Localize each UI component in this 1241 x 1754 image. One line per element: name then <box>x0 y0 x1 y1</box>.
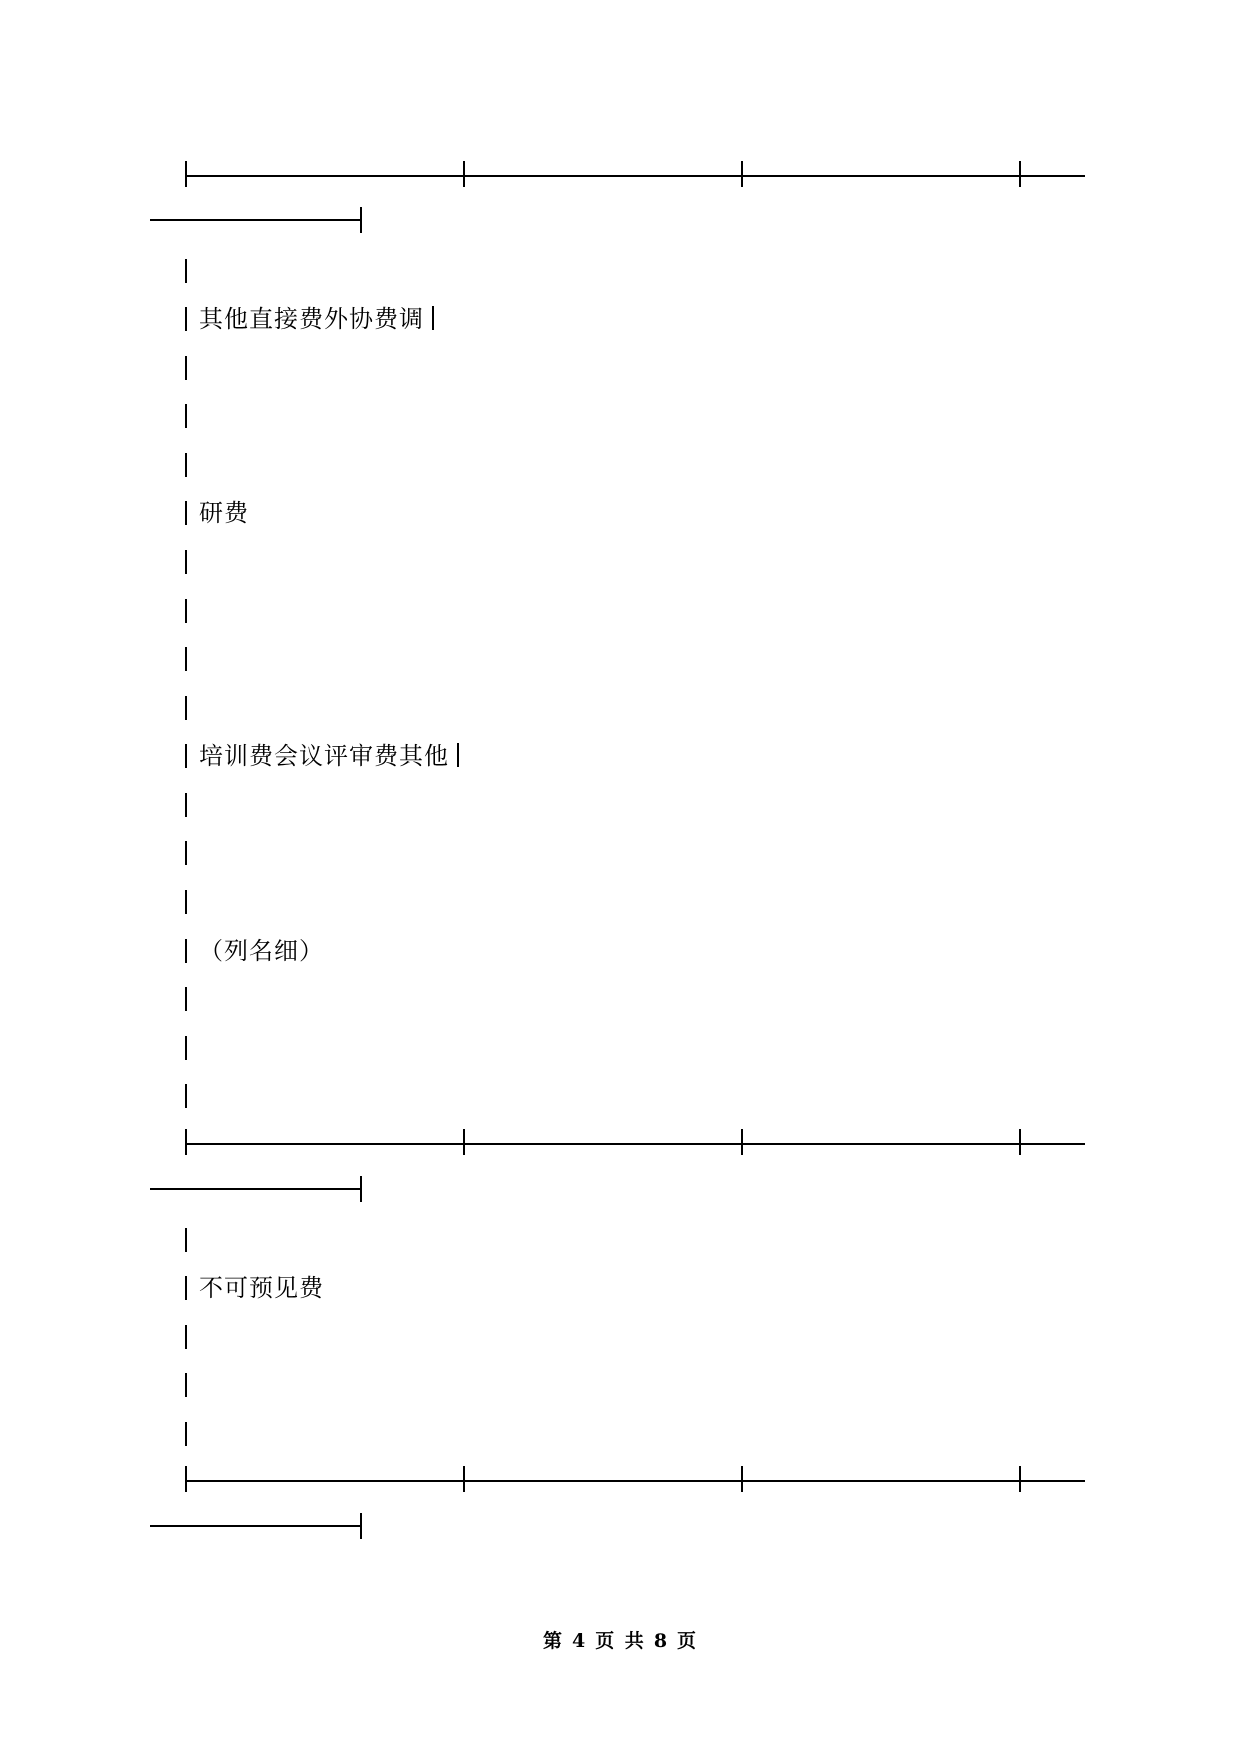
table-border-middle-continued <box>150 1172 365 1202</box>
research-label: 研费 <box>199 499 249 527</box>
other-direct-label: 其他直接费外协费调 <box>199 305 424 333</box>
itemize-label: （列名细） <box>199 937 324 965</box>
table-border-bottom <box>185 1466 1085 1496</box>
footer-suffix: 页 <box>677 1630 699 1652</box>
contingency-label: 不可预见费 <box>199 1274 324 1302</box>
table-border-top-continued <box>150 203 365 233</box>
training-label: 培训费会议评审费其他 <box>199 742 449 770</box>
footer-prefix: 第 <box>542 1630 564 1652</box>
footer-middle: 页 共 <box>595 1630 646 1652</box>
footer-page-number: 4 <box>571 1630 588 1652</box>
table-border-top <box>185 161 1085 191</box>
table-border-bottom-continued <box>150 1509 365 1539</box>
page-footer <box>0 1626 1241 1653</box>
footer-total-pages: 8 <box>653 1630 670 1652</box>
table-border-middle <box>185 1129 1085 1159</box>
